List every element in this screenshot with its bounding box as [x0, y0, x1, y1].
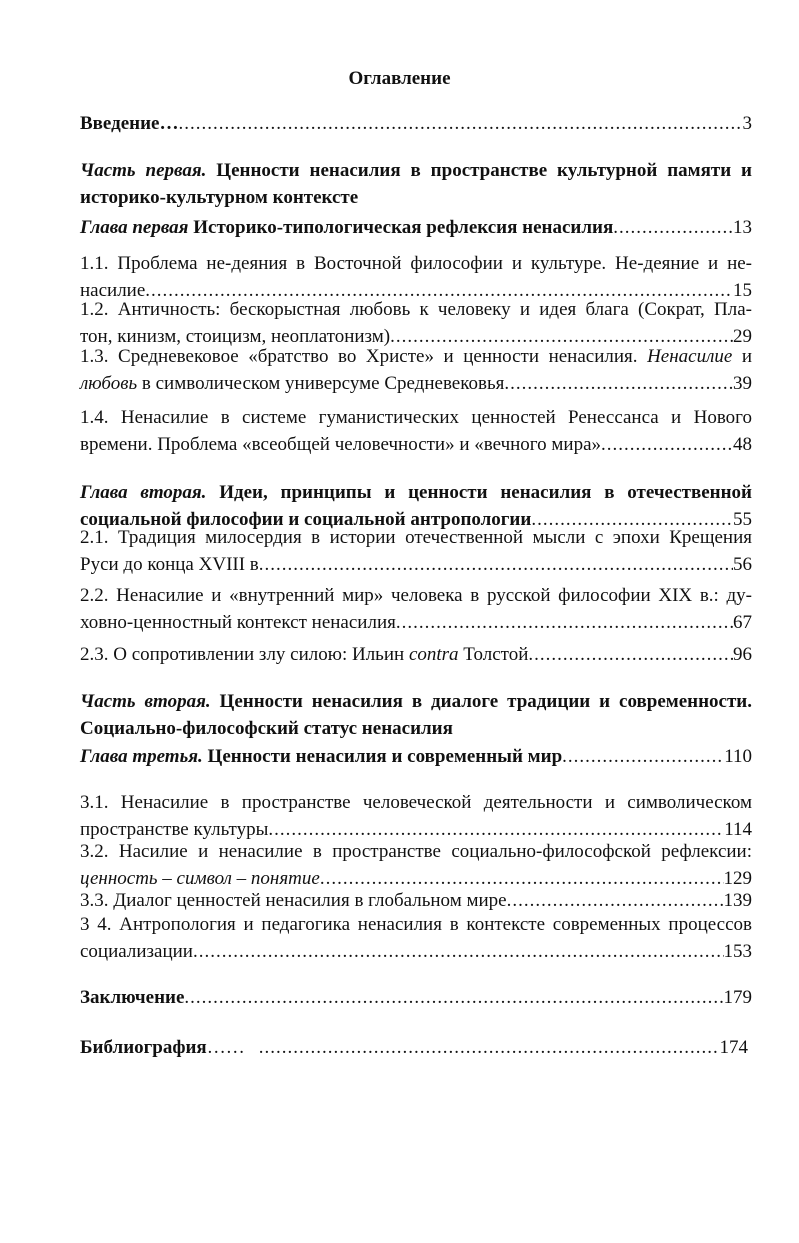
chapter-title: Историко-типологическая рефлексия ненасилия — [188, 217, 614, 238]
section-line1: 1.1. Проблема не-деяния в Восточной философии и культуре. Не-деяние и не- — [80, 253, 752, 274]
section-line1: 3 4. Антропология и педагогика ненасилия в контексте современных процессов — [80, 914, 752, 935]
toc-section-3-4 — [80, 911, 752, 965]
toc-section-1-2 — [80, 296, 752, 350]
section-line1: 3.1. Ненасилие в пространстве человеческой деятельности и символическом — [80, 792, 752, 813]
section-line1-end: и — [732, 346, 753, 367]
leader-dots — [179, 110, 743, 137]
chapter-title: Ценности ненасилия и современный мир — [202, 746, 563, 767]
section-line1: 3.2. Насилие и ненасилие в пространстве социально-философской рефлексии: — [80, 841, 752, 862]
chapter-prefix: Глава первая — [80, 217, 189, 238]
toc-chapter-1 — [80, 214, 752, 241]
section-label: 2.3. О сопротивлении злу силою: Ильин — [80, 644, 409, 665]
toc-page-number: 174 — [719, 1037, 748, 1058]
chapter-title: Идеи, принципы и ценности ненасилия в отечественной — [206, 482, 752, 503]
toc-page-number: 179 — [723, 987, 752, 1008]
toc-section-1-3 — [80, 343, 752, 397]
toc-page-number: 96 — [733, 644, 752, 665]
leader-dots — [184, 984, 723, 1011]
section-label-italic: contra — [408, 644, 459, 665]
leader-dots — [613, 214, 733, 241]
leader-dots — [259, 551, 733, 578]
toc-page-number: 139 — [723, 890, 752, 911]
section-line2-italic: ценность – символ – понятие — [80, 868, 320, 889]
toc-page-number: 114 — [724, 819, 752, 840]
toc-part-2 — [80, 688, 752, 742]
toc-section-1-4 — [80, 404, 752, 458]
leader-dots — [193, 938, 724, 965]
part-prefix: Часть первая. — [80, 160, 207, 181]
leader-dots — [396, 609, 733, 636]
leader-dots — [504, 370, 733, 397]
toc-gap-dots: …… — [206, 1037, 245, 1058]
toc-entry-bibliography — [80, 1034, 748, 1061]
toc-section-3-1 — [80, 789, 752, 843]
section-line1: 2.2. Ненасилие и «внутренний мир» человека в русской философии XIX в.: ду- — [80, 585, 753, 606]
toc-page-number: 110 — [724, 746, 752, 767]
section-label: 3.3. Диалог ценностей ненасилия в глобальном мире — [80, 890, 507, 911]
toc-page-number: 56 — [733, 554, 752, 575]
toc-section-2-2 — [80, 582, 752, 636]
toc-section-3-2 — [80, 838, 752, 892]
leader-dots — [528, 641, 733, 668]
toc-page-number: 3 — [742, 113, 752, 134]
section-label-end: Толстой — [458, 644, 529, 665]
part-title-line2: историко-культурном контексте — [80, 187, 359, 208]
toc-section-3-3 — [80, 887, 752, 914]
part-title-line2: Социально-философский статус ненасилия — [80, 718, 453, 739]
toc-label: Введение… — [80, 113, 179, 134]
section-line2: пространстве культуры — [80, 819, 269, 840]
part-title: Ценности ненасилия в пространстве культурной памяти и — [206, 160, 752, 181]
section-line2: тон, кинизм, стоицизм, неоплатонизм) — [80, 326, 391, 347]
toc-page-number: 129 — [723, 868, 752, 889]
toc-page-number: 48 — [733, 434, 752, 455]
section-line2-italic: любовь — [80, 373, 138, 394]
section-line1: 1.3. Средневековое «братство во Христе» и ценности ненасилия. — [80, 346, 648, 367]
toc-label: Библиография — [80, 1037, 207, 1058]
page-title: Оглавление — [348, 68, 451, 89]
toc-label: Заключение — [80, 987, 185, 1008]
section-line1: 2.1. Традиция милосердия в истории отечественной мысли с эпохи Крещения — [80, 527, 752, 548]
toc-page-number: 29 — [733, 326, 752, 347]
chapter-title-line2: социальной философии и социальной антропологии — [80, 509, 532, 530]
toc-section-2-3 — [80, 641, 752, 668]
toc-entry-conclusion — [80, 984, 752, 1011]
section-line2: в символическом универсуме Средневековья — [137, 373, 505, 394]
section-line2: Руси до конца XVIII в — [80, 554, 259, 575]
chapter-prefix: Глава третья. — [80, 746, 203, 767]
leader-dots — [507, 887, 724, 914]
chapter-prefix: Глава вторая. — [80, 482, 207, 503]
toc-part-1 — [80, 157, 752, 211]
toc-entry-intro — [80, 110, 752, 137]
part-title: Ценности ненасилия в диалоге традиции и современности. — [210, 691, 752, 712]
section-line1-italic: Ненасилие — [647, 346, 733, 367]
toc-page-number: 15 — [733, 280, 752, 301]
toc-chapter-3 — [80, 743, 752, 770]
toc-page-number: 67 — [733, 612, 752, 633]
section-line2: насилие — [80, 280, 146, 301]
part-prefix: Часть вторая. — [80, 691, 211, 712]
section-line1: 1.4. Ненасилие в системе гуманистических ценностей Ренессанса и Нового — [80, 407, 752, 428]
leader-dots — [259, 1034, 720, 1061]
toc-page-number: 55 — [733, 509, 752, 530]
section-line2: ховно-ценностный контекст ненасилия — [80, 612, 396, 633]
toc-page-number: 153 — [723, 941, 752, 962]
section-line2: времени. Проблема «всеобщей человечности» и «вечного мира» — [80, 434, 602, 455]
toc-section-2-1 — [80, 524, 752, 578]
section-line1: 1.2. Античность: бескорыстная любовь к человеку и идея блага (Сократ, Пла- — [80, 299, 752, 320]
toc-page-number: 13 — [733, 217, 752, 238]
leader-dots — [601, 431, 733, 458]
toc-page-number: 39 — [733, 373, 752, 394]
section-line2: социализации — [80, 941, 193, 962]
leader-dots — [562, 743, 724, 770]
